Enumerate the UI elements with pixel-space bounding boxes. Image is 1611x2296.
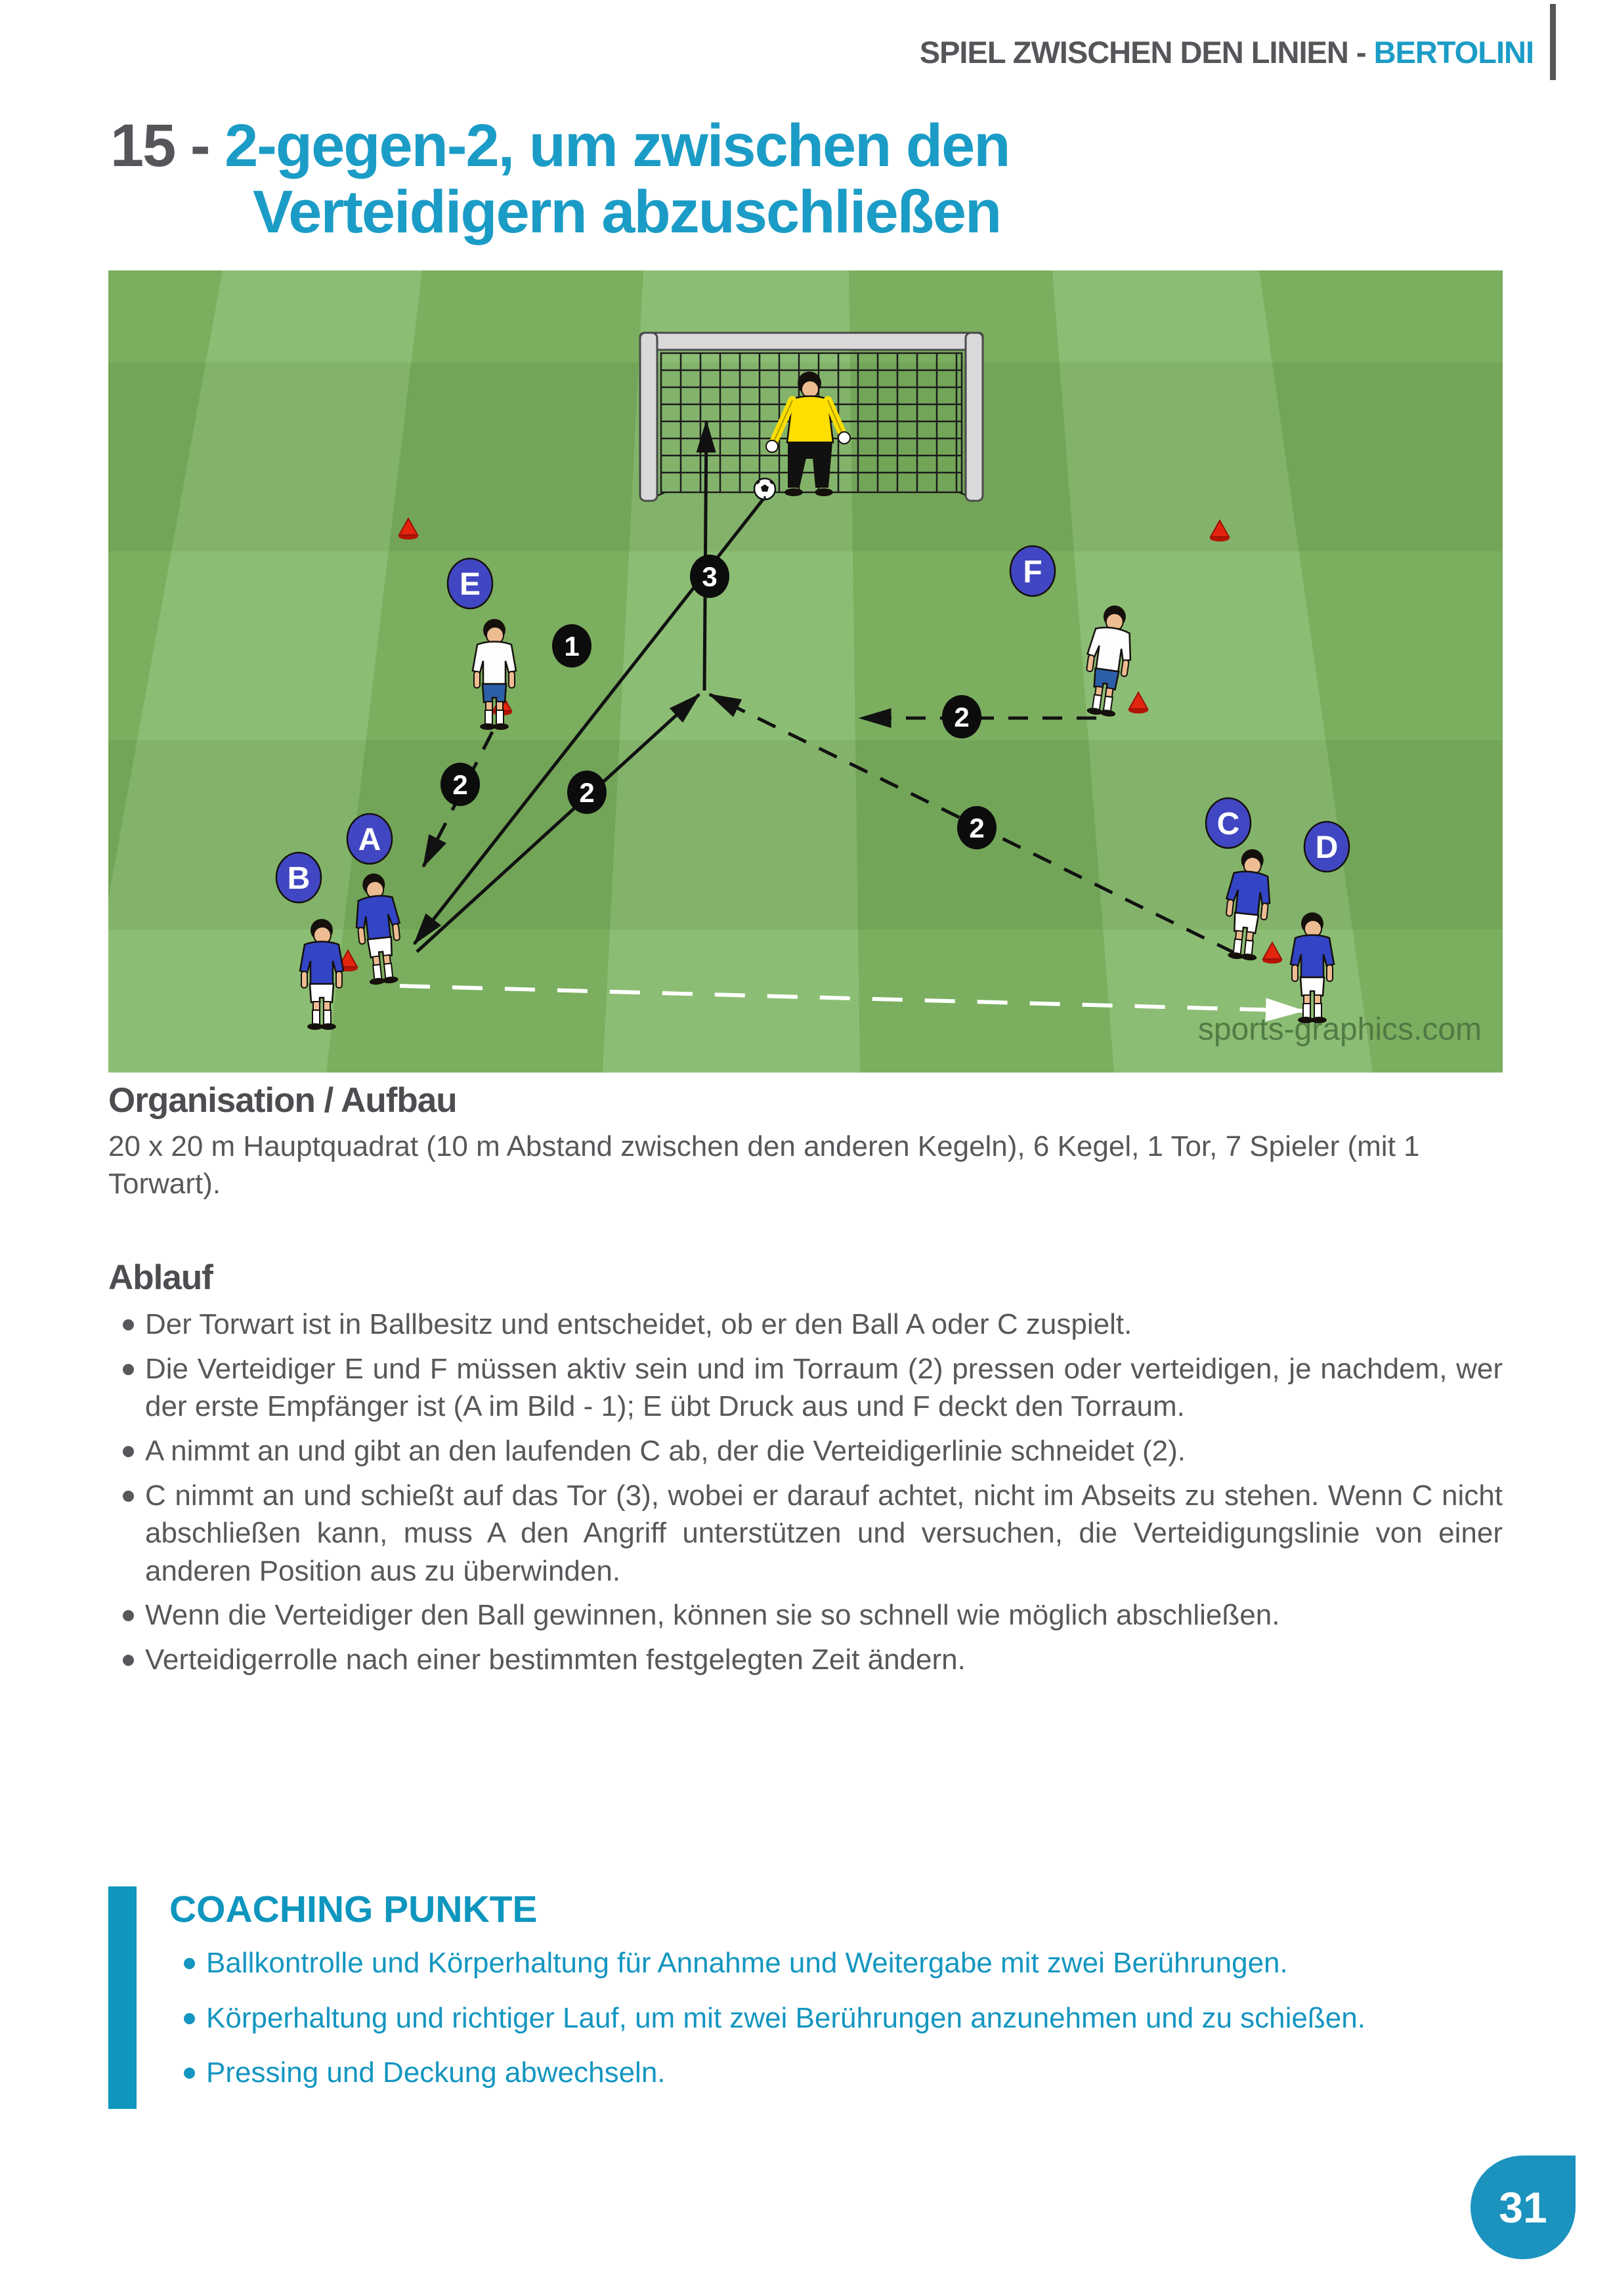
watermark: sports-graphics.com (1197, 1012, 1482, 1047)
section-ablauf (108, 1258, 1503, 1686)
organisation-heading: Organisation / Aufbau (108, 1081, 457, 1120)
drill-title (110, 113, 1009, 245)
section-coaching-punkte (108, 1886, 1503, 2109)
page-number-badge (1471, 2156, 1576, 2259)
list-item: Körperhaltung und richtiger Lauf, um mit zwei Berührungen anzunehmen und zu schießen. (169, 1999, 1503, 2037)
ablauf-list (108, 1306, 1503, 1679)
step-badge-1 (552, 624, 591, 668)
list-item: C nimmt an und schießt auf das Tor (3), wobei er darauf achtet, nicht im Abseits zu stehen. Wenn C nicht abschließen kann, muss A den Angriff unterstützen und versuchen, die Verteidigungslinie von einer anderen Position aus zu überwinden. (108, 1477, 1503, 1590)
svg-text:3: 3 (702, 561, 718, 592)
step-badge-2-run-f (942, 695, 981, 738)
step-badge-2-pass (567, 771, 607, 814)
svg-text:C: C (1216, 807, 1240, 841)
list-item: Verteidigerrolle nach einer bestimmten festgelegten Zeit ändern. (108, 1641, 1503, 1679)
svg-text:2: 2 (579, 777, 595, 808)
list-item: Die Verteidiger E und F müssen aktiv sein und im Torraum (2) pressen oder verteidigen, je nachdem, wer der erste Empfänger ist (A im Bild - 1); E übt Druck aus und F deckt den Torraum. (108, 1350, 1503, 1426)
player-badge-a (347, 814, 392, 864)
svg-text:2: 2 (969, 813, 985, 843)
list-item: Pressing und Deckung abwechseln. (169, 2054, 1503, 2092)
step-badge-2-run-c (957, 806, 997, 849)
svg-text:F: F (1023, 555, 1042, 589)
svg-text:B: B (287, 861, 311, 896)
svg-text:2: 2 (954, 702, 970, 733)
coaching-list (169, 1944, 1503, 2092)
drill-title-text1: 2-gegen-2, um zwischen den (225, 112, 1010, 179)
drill-number: 15 - (110, 112, 225, 179)
svg-text:D: D (1315, 830, 1339, 865)
pitch-diagram (108, 270, 1503, 1073)
ablauf-heading: Ablauf (108, 1258, 213, 1297)
svg-text:2: 2 (452, 769, 468, 800)
page-number: 31 (1499, 2183, 1547, 2232)
svg-text:1: 1 (564, 631, 580, 662)
list-item: A nimmt an und gibt an den laufenden C ab, der die Verteidigerlinie schneidet (2). (108, 1432, 1503, 1470)
organisation-text: 20 x 20 m Hauptquadrat (10 m Abstand zwischen den anderen Kegeln), 6 Kegel, 1 Tor, 7 Spieler (mit 1 Torwart). (108, 1130, 1420, 1200)
player-badge-d (1304, 822, 1349, 872)
header-author: BERTOLINI (1373, 35, 1534, 70)
header-divider-bar (1550, 4, 1556, 80)
list-item: Der Torwart ist in Ballbesitz und entscheidet, ob er den Ball A oder C zuspielt. (108, 1306, 1503, 1344)
page-header (920, 34, 1534, 70)
list-item: Wenn die Verteidiger den Ball gewinnen, können sie so schnell wie möglich abschließen. (108, 1596, 1503, 1634)
player-badge-f (1010, 546, 1055, 596)
svg-text:E: E (459, 567, 481, 602)
list-item: Ballkontrolle und Körperhaltung für Annahme und Weitergabe mit zwei Berührungen. (169, 1944, 1503, 1982)
step-badge-2-run-e (440, 763, 480, 806)
coaching-heading: COACHING PUNKTE (169, 1888, 538, 1930)
player-badge-e (448, 559, 492, 608)
step-badge-3 (690, 555, 729, 598)
drill-title-line1 (110, 113, 1009, 179)
section-organisation (108, 1080, 1503, 1203)
player-badge-c (1206, 798, 1251, 848)
header-series: SPIEL ZWISCHEN DEN LINIEN - (919, 35, 1366, 70)
drill-title-text2: Verteidigern abzuschließen (253, 179, 1001, 246)
svg-text:A: A (358, 822, 381, 857)
player-badge-b (276, 853, 321, 903)
soccer-ball (754, 478, 775, 500)
